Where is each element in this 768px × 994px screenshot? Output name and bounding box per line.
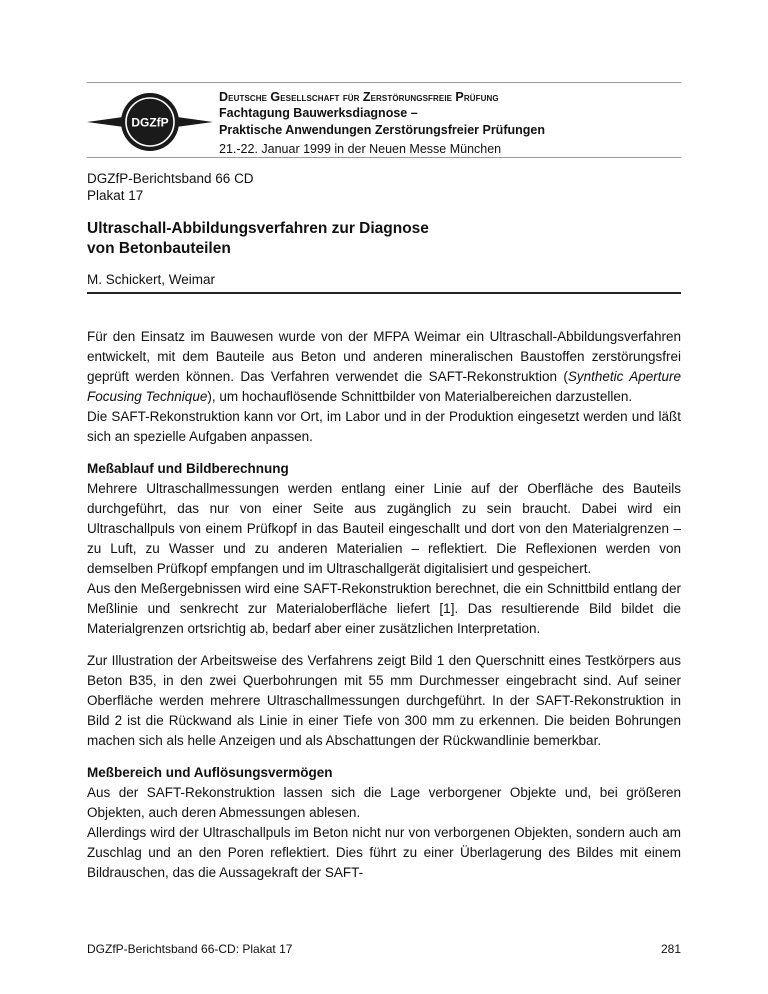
section-heading-messbereich: Meßbereich und Auflösungsvermögen bbox=[87, 765, 333, 780]
header-bottom-rule bbox=[87, 157, 681, 158]
section1-paragraph-3: Zur Illustration der Arbeitsweise des Verfahrens zeigt Bild 1 den Querschnitt eines Testkörpers aus Beton B35, in den zwei Querbohrungen mit 55 mm Durchmesser eingebracht sind. Auf seiner Oberfläche werden mehrere Ultraschallmessungen durchgeführt. In der SAFT-Rekonstruktion in Bild 2 ist die Rückwand als Linie in einer Tiefe von 300 mm zu erkennen. Die beiden Bohrungen machen sich als helle Anzeigen und als Abschattungen der Rückwandlinie bemerkbar. bbox=[87, 653, 681, 748]
section-heading-messablauf: Meßablauf und Bildberechnung bbox=[87, 461, 289, 476]
poster-number: Plakat 17 bbox=[87, 188, 144, 203]
section1-paragraph-2: Aus den Meßergebnissen wird eine SAFT-Rekonstruktion berechnet, die ein Schnittbild entlang der Meßlinie und senkrecht zur Materialoberfläche liefert [1]. Das resultierende Bild bildet die Materialgrenzen ortsrichtig ab, bedarf aber einer zusätzlichen Interpretation. bbox=[87, 581, 681, 636]
svg-text:DGZfP: DGZfP bbox=[131, 115, 169, 130]
paper-title-line2: von Betonbauteilen bbox=[87, 240, 231, 257]
section2-paragraph-2: Allerdings wird der Ultraschallpuls im Beton nicht nur von verborgenen Objekten, sondern auch am Zuschlag und an den Poren reflektiert. Dies führt zu einer Überlagerung des Bildes mit einem Bildrauschen, das die Aussagekraft der SAFT- bbox=[87, 825, 681, 880]
authors: M. Schickert, Weimar bbox=[87, 272, 216, 287]
section2-paragraph-1: Aus der SAFT-Rekonstruktion lassen sich die Lage verborgener Objekte und, bei größeren Objekten, auch deren Abmessungen ablesen. bbox=[87, 785, 681, 820]
author-rule bbox=[87, 292, 681, 294]
dgzfp-logo bbox=[85, 89, 215, 155]
report-volume: DGZfP-Berichtsband 66 CD bbox=[87, 171, 254, 186]
conference-date: 21.-22. Januar 1999 in der Neuen Messe München bbox=[219, 142, 502, 156]
paper-title-line1: Ultraschall-Abbildungsverfahren zur Diagnose bbox=[87, 220, 429, 237]
report-reference bbox=[87, 170, 254, 204]
section1-paragraph-1: Mehrere Ultraschallmessungen werden entlang einer Linie auf der Oberfläche des Bauteils durchgeführt, das nur von einer Seite aus zugänglich zu sein braucht. Dabei wird ein Ultraschallpuls von einem Prüfkopf in das Bauteil eingeschallt und dort von den Materialgrenzen – zu Luft, zu Wasser und zu anderen Materialien – reflektiert. Die Reflexionen werden von demselben Prüfkopf empfangen und im Ultraschallgerät digitalisiert und gespeichert. bbox=[87, 481, 681, 576]
body-text bbox=[87, 327, 681, 883]
conference-header bbox=[219, 90, 679, 158]
intro-paragraph-2: Die SAFT-Rekonstruktion kann vor Ort, im Labor und in der Produktion eingesetzt werden und läßt sich an spezielle Aufgaben anpassen. bbox=[87, 409, 681, 444]
header-top-rule bbox=[87, 82, 681, 83]
organization-name: Deutsche Gesellschaft für Zerstörungsfreie Prüfung bbox=[219, 90, 499, 104]
conference-title-line2: Praktische Anwendungen Zerstörungsfreier Prüfungen bbox=[219, 123, 545, 137]
paper-title bbox=[87, 219, 429, 259]
footer-reference: DGZfP-Berichtsband 66-CD: Plakat 17 bbox=[87, 942, 293, 956]
page-number: 281 bbox=[660, 942, 681, 956]
intro-paragraph-1: Für den Einsatz im Bauwesen wurde von der MFPA Weimar ein Ultraschall-Abbildungsverfahren entwickelt, mit dem Bauteile aus Beton und anderen mineralischen Baustoffen zerstörungsfrei geprüft werden können. Das Verfahren verwendet die SAFT-Rekonstruktion (Synthetic Aperture Focusing Technique), um hochauflösende Schnittbilder von Materialbereichen darzustellen. bbox=[87, 329, 682, 404]
conference-title-line1: Fachtagung Bauwerksdiagnose – bbox=[219, 106, 418, 120]
